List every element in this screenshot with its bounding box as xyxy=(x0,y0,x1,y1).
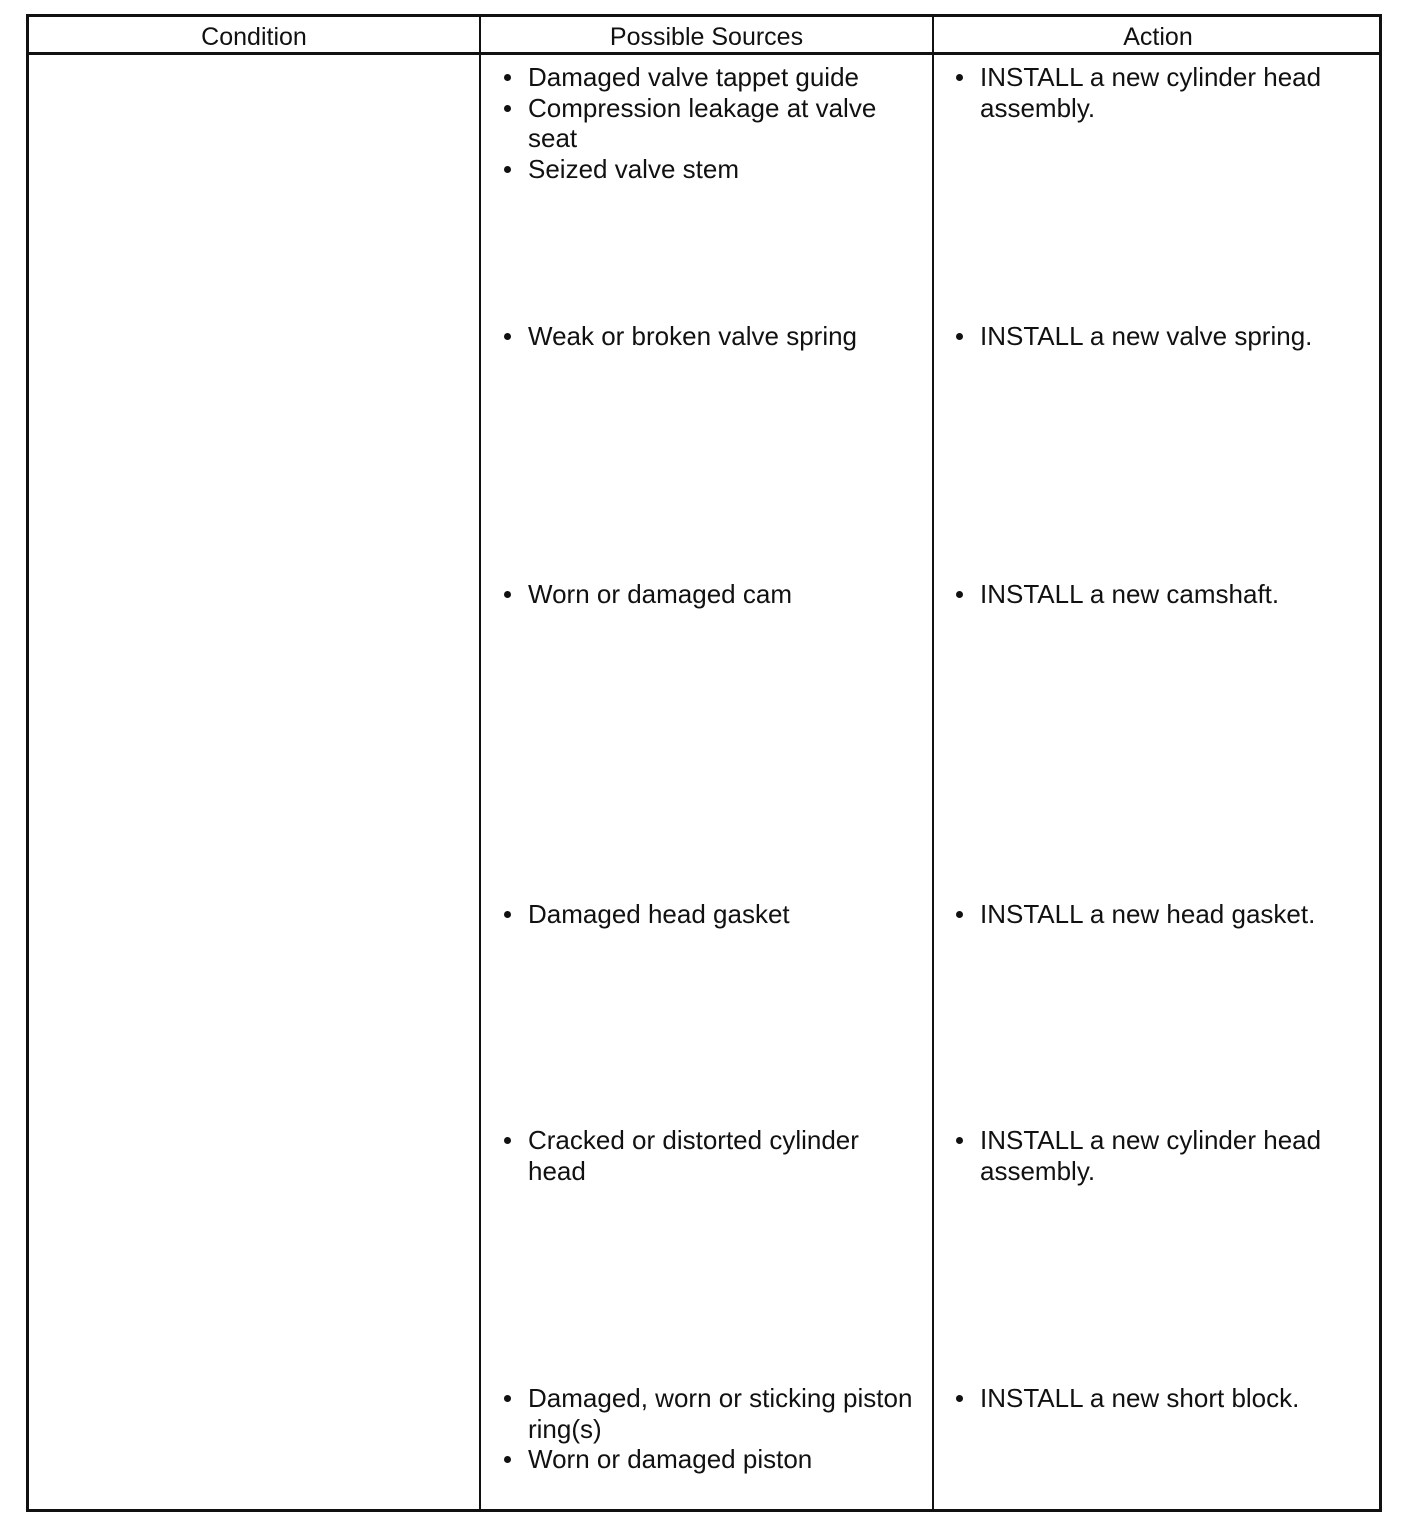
row-3-sources xyxy=(499,579,919,610)
source-item: Damaged, worn or sticking piston ring(s) xyxy=(499,1383,919,1444)
action-item: INSTALL a new cylinder head assembly. xyxy=(951,62,1371,123)
source-item: Worn or damaged cam xyxy=(499,579,919,610)
row-6-actions xyxy=(951,1383,1371,1414)
row-5-actions xyxy=(951,1125,1371,1186)
row-5-sources xyxy=(499,1125,919,1186)
source-item: Seized valve stem xyxy=(499,154,919,185)
row-3-actions xyxy=(951,579,1371,610)
source-item: Damaged valve tappet guide xyxy=(499,62,919,93)
source-item: Damaged head gasket xyxy=(499,899,919,930)
source-item: Cracked or distorted cylinder head xyxy=(499,1125,919,1186)
action-item: INSTALL a new short block. xyxy=(951,1383,1371,1414)
row-4-sources xyxy=(499,899,919,930)
diagnosis-table xyxy=(26,14,1382,1512)
header-action: Action xyxy=(1123,23,1193,51)
header-condition: Condition xyxy=(201,23,307,51)
column-divider xyxy=(479,17,481,1509)
source-item: Compression leakage at valve seat xyxy=(499,93,919,154)
row-4-actions xyxy=(951,899,1371,930)
source-item: Worn or damaged piston xyxy=(499,1444,919,1475)
action-item: INSTALL a new head gasket. xyxy=(951,899,1371,930)
header-possible-sources: Possible Sources xyxy=(609,23,804,51)
action-item: INSTALL a new camshaft. xyxy=(951,579,1371,610)
row-6-sources xyxy=(499,1383,919,1475)
action-item: INSTALL a new cylinder head assembly. xyxy=(951,1125,1371,1186)
source-item: Weak or broken valve spring xyxy=(499,321,919,352)
row-1-sources xyxy=(499,62,919,184)
action-item: INSTALL a new valve spring. xyxy=(951,321,1371,352)
column-divider xyxy=(932,17,934,1509)
row-1-actions xyxy=(951,62,1371,123)
row-2-actions xyxy=(951,321,1371,352)
row-2-sources xyxy=(499,321,919,352)
